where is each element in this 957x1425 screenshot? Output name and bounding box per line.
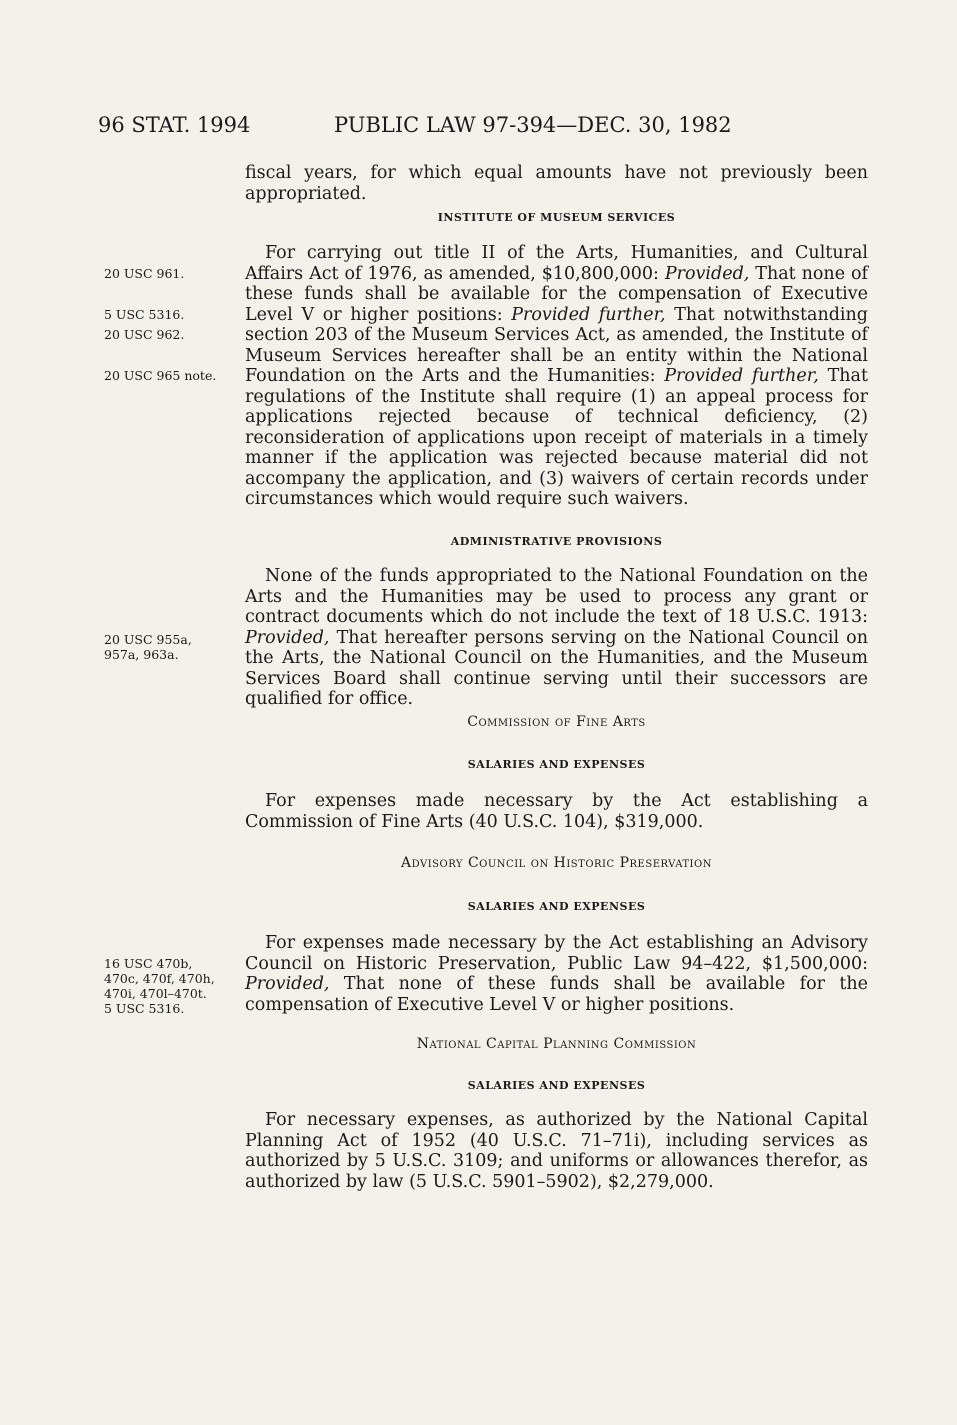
ims-text-part: For carrying out title II of the Arts, Humanities, and Cultural Affairs Act of 1976, as amended, $10,800,000: bbox=[245, 243, 868, 284]
margin-note-line: 470c, 470f, 470h, bbox=[104, 971, 215, 986]
provided-italic: Provided further, bbox=[511, 304, 666, 325]
provided-italic: Provided further, bbox=[664, 366, 819, 386]
ims-text-part: That none of these funds shall be available for the compensation of Executive Level V or higher positions: bbox=[245, 263, 868, 325]
provided-italic: Provided, bbox=[245, 627, 330, 648]
ims-text-part: That notwithstanding section 203 of the Museum Services Act, as amended, the Institute of Museum Services hereafter shall be an entity within the National Foundation on the Arts and the Humanities: bbox=[245, 304, 868, 386]
statute-page-number: 96 STAT. 1994 bbox=[98, 113, 251, 137]
admin-text-part: None of the funds appropriated to the National Foundation on the Arts and the Humanities may be used to process any grant or contract documents which do not include the text of 18 U.S.C. 1913: bbox=[245, 566, 868, 627]
intro-paragraph bbox=[245, 163, 868, 204]
section-heading-ncpc: National Capital Planning Commission bbox=[416, 1036, 697, 1052]
achp-text bbox=[245, 933, 868, 1015]
margin-note-line: 957a, 963a. bbox=[104, 647, 179, 662]
margin-note: 20 USC 961. bbox=[104, 266, 185, 281]
achp-text-part: That none of these funds shall be available for the compensation of Executive Level V or higher positions. bbox=[245, 974, 868, 1015]
margin-note: 5 USC 5316. bbox=[104, 307, 185, 322]
subheading-achp: SALARIES AND EXPENSES bbox=[467, 900, 646, 913]
law-title: PUBLIC LAW 97-394—DEC. 30, 1982 bbox=[334, 113, 732, 137]
section-heading-achp: Advisory Council on Historic Preservation bbox=[401, 855, 712, 871]
intro-text: fiscal years, for which equal amounts have not previously been appropriated. bbox=[245, 163, 868, 204]
section-heading-cfa: Commission of Fine Arts bbox=[467, 714, 646, 730]
ims-paragraph bbox=[245, 243, 868, 510]
margin-note bbox=[104, 632, 192, 662]
subheading-cfa: SALARIES AND EXPENSES bbox=[467, 758, 646, 771]
subheading-ncpc: SALARIES AND EXPENSES bbox=[467, 1079, 646, 1092]
margin-note: 20 USC 962. bbox=[104, 327, 185, 342]
provided-italic: Provided, bbox=[664, 263, 750, 284]
admin-text-part: That hereafter persons serving on the National Council on the Arts, the National Council on the Humanities, and the Museum Services Board shall continue serving until their successors are qualified for office. bbox=[245, 627, 868, 709]
section-heading-admin: ADMINISTRATIVE PROVISIONS bbox=[450, 535, 663, 548]
margin-note-line: 5 USC 5316. bbox=[104, 1001, 185, 1016]
cfa-paragraph bbox=[245, 791, 868, 832]
achp-paragraph bbox=[245, 933, 868, 1015]
admin-paragraph bbox=[245, 566, 868, 710]
provided-italic: Provided, bbox=[245, 974, 330, 994]
margin-note-line: 20 USC 955a, bbox=[104, 632, 192, 647]
ims-text bbox=[245, 243, 868, 510]
achp-text-part: For expenses made necessary by the Act establishing an Advisory Council on Historic Preservation, Public Law 94–422, $1,500,000: bbox=[245, 933, 868, 974]
margin-note bbox=[104, 956, 215, 1016]
ncpc-paragraph bbox=[245, 1110, 868, 1192]
ims-text-part: That regulations of the Institute shall require (1) an appeal process for applications rejected because of technical deficiency, (2) reconsideration of applications upon receipt of materials in a timely manner if the application was rejected because material did not accompany the application, and (3) waivers of certain records under circumstances which would require such waivers. bbox=[245, 366, 868, 509]
ncpc-text: For necessary expenses, as authorized by the National Capital Planning Act of 1952 (40 U.S.C. 71–71i), including services as authorized by 5 U.S.C. 3109; and uniforms or allowances therefor, as authorized by law (5 U.S.C. 5901–5902), $2,279,000. bbox=[245, 1110, 868, 1192]
margin-note-line: 16 USC 470b, bbox=[104, 956, 193, 971]
page-header bbox=[98, 113, 858, 143]
margin-note-line: 470i, 470l–470t. bbox=[104, 986, 207, 1001]
admin-text bbox=[245, 566, 868, 710]
cfa-text: For expenses made necessary by the Act establishing a Commission of Fine Arts (40 U.S.C. 104), $319,000. bbox=[245, 791, 868, 832]
section-heading-ims: INSTITUTE OF MUSEUM SERVICES bbox=[437, 211, 676, 224]
margin-note: 20 USC 965 note. bbox=[104, 368, 217, 383]
